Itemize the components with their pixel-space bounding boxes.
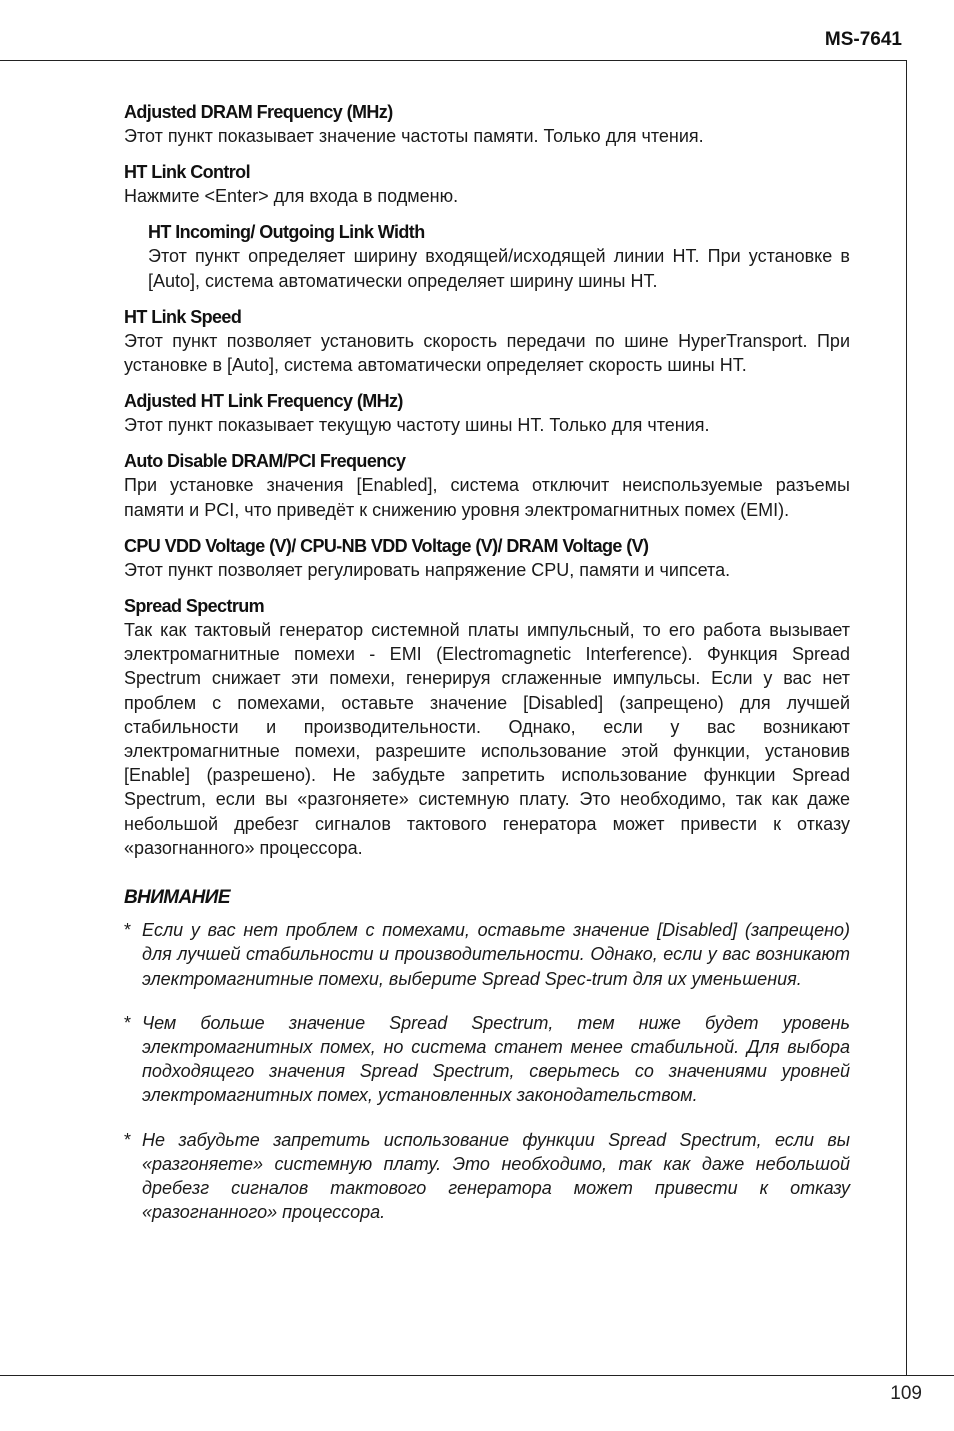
section-voltages [124, 534, 850, 582]
note-text: Чем больше значение Spread Spectrum, тем ниже будет уровень электромагнитных помех, но система станет менее стабильной. Для выбора подходящего значения Spread Spectrum, сверьтесь со значениями уровней электромагнитных помех, установленных законодательством. [142, 1012, 850, 1106]
section-title: Adjusted HT Link Frequency (MHz) [124, 391, 403, 412]
section-title: Adjusted DRAM Frequency (MHz) [124, 102, 393, 122]
note-item [124, 918, 850, 991]
section-title: CPU VDD Voltage (V)/ CPU-NB VDD Voltage (V)/ DRAM Voltage (V) [124, 535, 649, 556]
note-title: ВНИМАНИЕ [124, 887, 230, 909]
section-text: Этот пункт позволяет регулировать напряжение CPU, памяти и чипсета. [124, 559, 731, 580]
section-adjusted-ht-link-frequency [124, 389, 850, 437]
section-title: HT Link Control [124, 162, 250, 183]
section-text: Так как тактовый генератор системной платы импульсный, то его работа вызывает электромагнитные помехи - EMI (Electromagnetic Interference). Функция Spread Spectrum снижает эти помехи, генерируя сглаженные импульсы. Если у вас нет проблем с помехами, оставьте значение [Disabled] (запрещено) для лучшей стабильности и производительности. Однако, если у вас возникают электромагнитные помехи, разрешите использование этой функции, установив [Enable] (разрешено). Не забудьте запретить использование функции Spread Spectrum, если вы «разгоняете» системную плату. Это необходимо, так как даже небольшой дребезг сигналов тактового генератора может привести к отказу «разогнанного» процессора. [124, 620, 850, 858]
model-number: MS-7641 [824, 29, 902, 50]
note-bullet: * [124, 1129, 132, 1150]
section-auto-disable-dram-pci [124, 449, 850, 521]
section-title: HT Incoming/ Outgoing Link Width [148, 222, 425, 243]
section-text: Этот пункт показывает текущую частоту шины HT. Только для чтения. [124, 415, 710, 436]
note-item [124, 1011, 850, 1108]
section-title: Spread Spectrum [124, 596, 265, 617]
section-text: Этот пункт показывает значение частоты памяти. Только для чтения. [124, 126, 704, 146]
section-title: Auto Disable DRAM/PCI Frequency [124, 451, 406, 472]
section-ht-link-speed [124, 305, 850, 377]
bottom-rule [0, 1375, 954, 1376]
page-content [124, 100, 850, 1245]
note-bullet: * [124, 920, 132, 941]
top-rule [0, 60, 907, 61]
section-text: Нажмите <Enter> для входа в подменю. [124, 186, 459, 207]
note-text: Не забудьте запретить использование функции Spread Spectrum, если вы «разгоняете» системную плату. Это необходимо, так как даже небольшой дребезг сигналов тактового генератора может привести к отказу «разогнанного» процессора. [142, 1129, 850, 1223]
section-ht-link-width [148, 220, 850, 292]
section-adjusted-dram-frequency [124, 100, 850, 148]
note-text: Если у вас нет проблем с помехами, оставьте значение [Disabled] (запрещено) для лучшей стабильности и производительности. Однако, если у вас возникают электромагнитные помехи, выберите Spread Spec-trum для их уменьшения. [142, 920, 850, 989]
note-item [124, 1128, 850, 1225]
right-rule [906, 60, 907, 1376]
page-number: 109 [890, 1383, 922, 1404]
note-bullet: * [124, 1012, 132, 1033]
section-spread-spectrum [124, 594, 850, 860]
section-text: Этот пункт определяет ширину входящей/исходящей линии HT. При установке в [Auto], система автоматически определяет ширину шины HT. [148, 246, 850, 291]
section-ht-link-control [124, 160, 850, 208]
section-text: Этот пункт позволяет установить скорость передачи по шине HyperTransport. При установке в [Auto], система автоматически определяет скорость шины HT. [124, 330, 850, 376]
section-title: HT Link Speed [124, 306, 242, 327]
section-text: При установке значения [Enabled], система отключит неиспользуемые разъемы памяти и PCI, что приведёт к снижению уровня электромагнитных помех (EMI). [124, 475, 850, 520]
